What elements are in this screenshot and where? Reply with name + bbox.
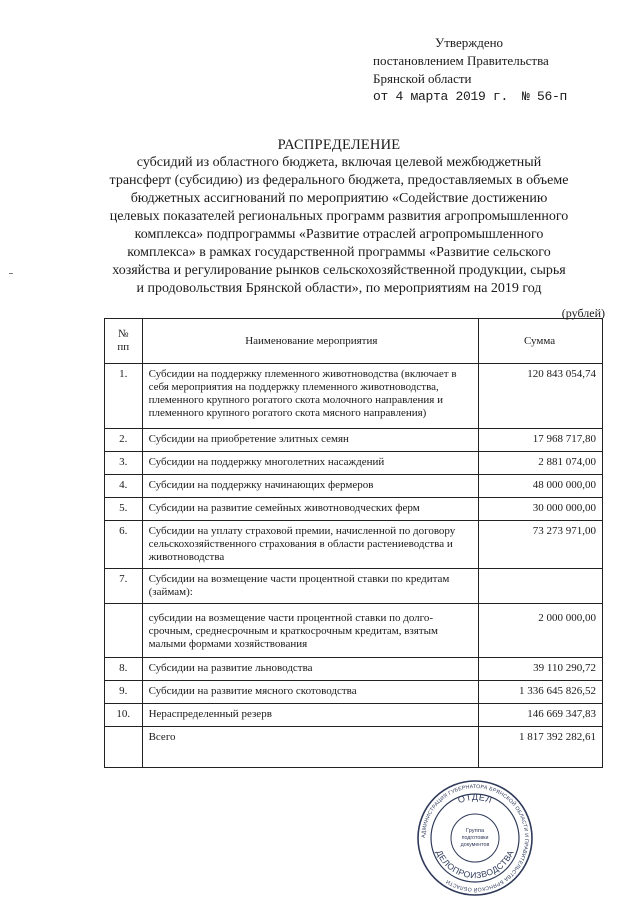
- row-sum: [479, 569, 603, 604]
- row-name: Субсидии на поддержку начинающих фермеров: [142, 475, 478, 498]
- row-sum: 17 968 717,80: [479, 429, 603, 452]
- row-name: Субсидии на уплату страховой премии, начисленной по договору сельскохозяйственного страхования в области растениеводства и животноводства: [142, 521, 478, 569]
- row-name: Субсидии на развитие семейных животноводческих ферм: [142, 498, 478, 521]
- row-number: 2.: [105, 429, 143, 452]
- table-row: [105, 429, 603, 452]
- header-name: Наименование мероприятия: [142, 319, 478, 364]
- table-row: [105, 681, 603, 704]
- svg-text:ОТДЕЛ: [456, 792, 493, 805]
- row-number: 9.: [105, 681, 143, 704]
- office-stamp: [415, 778, 535, 898]
- document-title: РАСПРЕДЕЛЕНИЕ: [277, 137, 401, 153]
- row-sum: 2 881 074,00: [479, 452, 603, 475]
- row-sum: 1 336 645 826,52: [479, 681, 603, 704]
- row-number: 1.: [105, 364, 143, 429]
- document-subtitle: субсидий из областного бюджета, включая целевой межбюджетный трансферт (субсидию) из федерального бюджета, предоставляемых в объеме бюджетных ассигнований по мероприятию «Содействие достижению целевых показателей региональных программ развития агропромышленного комплекса» подпрограммы «Развитие отраслей агропромышленного комплекса» в рамках государственной программы «Развитие сельского хозяйства и регулирование рынков сельскохозяйственной продукции, сырья и продовольствия Брянской области», по мероприятиям на 2019 год: [109, 155, 569, 296]
- currency-unit: (рублей): [561, 306, 605, 320]
- row-number: [105, 727, 143, 768]
- row-sum: 39 110 290,72: [479, 658, 603, 681]
- row-name: Субсидии на поддержку племенного животноводства (включает в себя мероприятия на поддержку племенного животноводства, племенного крупного рогатого скота молочного направления и племенного крупного рогатого скота мясного направления): [142, 364, 478, 429]
- row-name: Субсидии на приобретение элитных семян: [142, 429, 478, 452]
- row-name: Субсидии на возмещение части процентной ставки по кредитам (займам):: [142, 569, 478, 604]
- row-name: Субсидии на развитие мясного скотоводства: [142, 681, 478, 704]
- row-sum: 30 000 000,00: [479, 498, 603, 521]
- decree-date: от 4 марта 2019 г.: [373, 89, 509, 104]
- row-number: 7.: [105, 569, 143, 604]
- approval-decree-type: постановлением Правительства: [373, 53, 549, 68]
- table-row: [105, 452, 603, 475]
- header-sum: Сумма: [479, 319, 603, 364]
- table-row: [105, 521, 603, 569]
- distribution-table: [104, 318, 603, 768]
- table-total-row: [105, 727, 603, 768]
- row-name: Нераспределенный резерв: [142, 704, 478, 727]
- approval-authority: Брянской области: [373, 71, 472, 86]
- row-name: Субсидии на развитие льноводства: [142, 658, 478, 681]
- approval-heading: Утверждено: [435, 35, 504, 50]
- table-row: [105, 704, 603, 727]
- row-sum: 120 843 054,74: [479, 364, 603, 429]
- total-sum: 1 817 392 282,61: [479, 727, 603, 768]
- row-number: 8.: [105, 658, 143, 681]
- document-heading: [100, 136, 578, 298]
- stamp-ring-top: ОТДЕЛ: [456, 791, 494, 806]
- table-header-row: [105, 319, 603, 364]
- header-number: № пп: [105, 319, 143, 364]
- stamp-center-line2: подготовки: [461, 835, 489, 841]
- table-row: [105, 364, 603, 429]
- row-sum: 48 000 000,00: [479, 475, 603, 498]
- total-label: Всего: [142, 727, 478, 768]
- row-number: 4.: [105, 475, 143, 498]
- row-name: Субсидии на поддержку многолетних насаждений: [142, 452, 478, 475]
- row-sum: 2 000 000,00: [479, 604, 603, 658]
- row-name: субсидии на возмещение части процентной ставки по долго-срочным, среднесрочным и краткосрочным кредитам, взятым малыми формами хозяйствования: [142, 604, 478, 658]
- table-row: [105, 604, 603, 658]
- table-row: [105, 658, 603, 681]
- approval-block: [373, 34, 623, 106]
- svg-text:ДЕЛОПРОИЗВОДСТВА: [434, 848, 516, 880]
- stamp-ring-bottom: ДЕЛОПРОИЗВОДСТВА: [434, 848, 516, 881]
- approval-decree-line: [373, 88, 623, 106]
- table-row: [105, 475, 603, 498]
- row-sum: 146 669 347,83: [479, 704, 603, 727]
- stamp-outer-text: АДМИНИСТРАЦИЯ ГУБЕРНАТОРА БРЯНСКОЙ ОБЛАСТИ И ПРАВИТЕЛЬСТВА БРЯНСКОЙ ОБЛАСТИ: [420, 783, 530, 893]
- row-number: 5.: [105, 498, 143, 521]
- row-number: 6.: [105, 521, 143, 569]
- stamp-center-line3: документов: [460, 842, 490, 848]
- decree-number: № 56-п: [522, 89, 568, 104]
- row-sum: 73 273 971,00: [479, 521, 603, 569]
- row-number: [105, 604, 143, 658]
- margin-mark: [9, 273, 13, 274]
- row-number: 3.: [105, 452, 143, 475]
- table-row: [105, 569, 603, 604]
- stamp-center-line1: Группа: [465, 828, 485, 834]
- row-number: 10.: [105, 704, 143, 727]
- table-row: [105, 498, 603, 521]
